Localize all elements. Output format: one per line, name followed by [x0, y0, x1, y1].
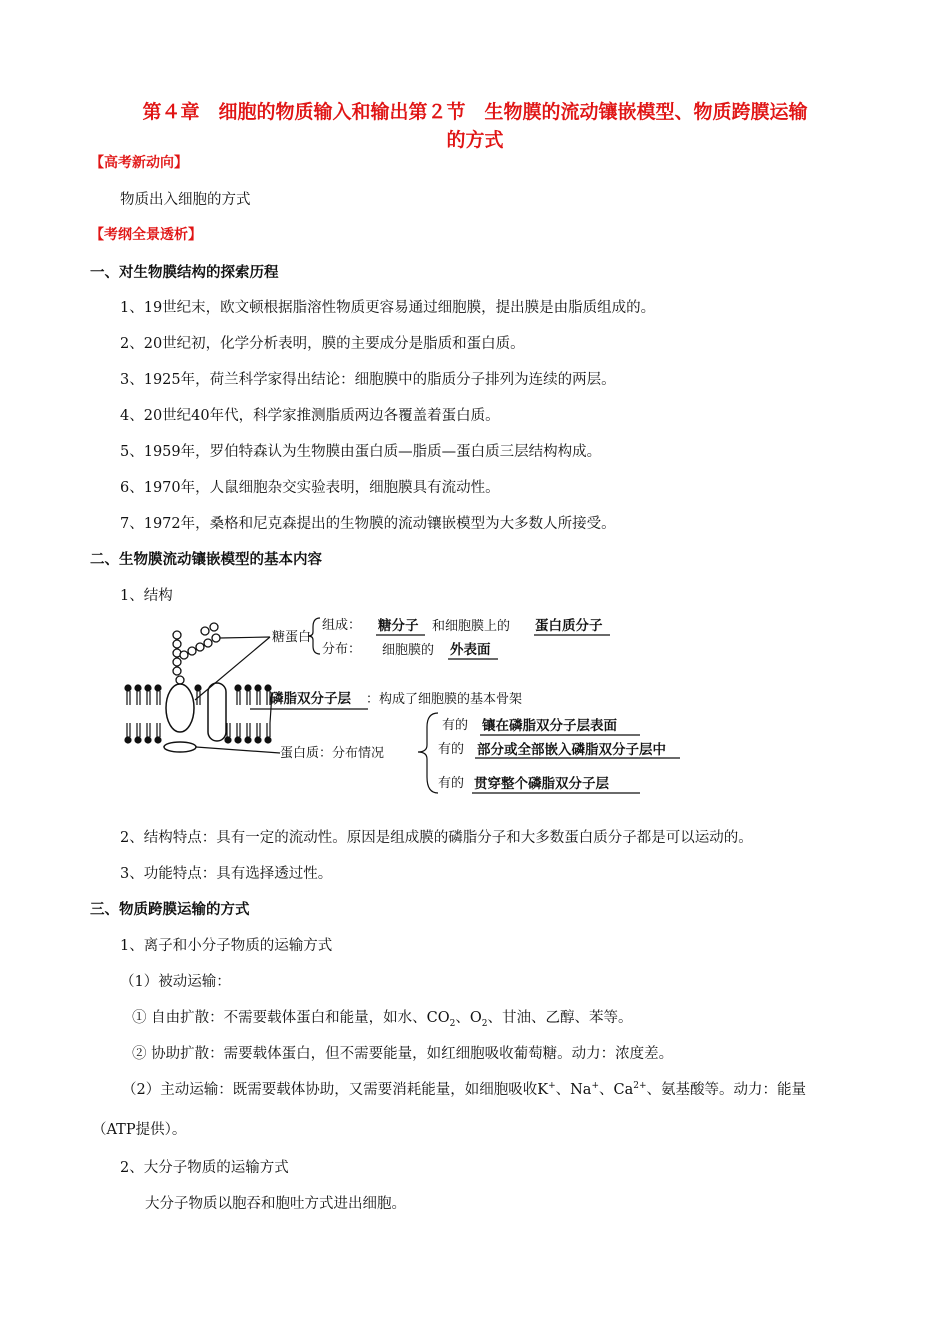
- macromolecule-heading: 2、大分子物质的运输方式: [120, 1160, 289, 1176]
- composition-mid: 和细胞膜上的: [432, 619, 511, 634]
- facilitated-diffusion: ② 协助扩散：需要载体蛋白，但不需要能量，如红细胞吸收葡萄糖。动力：浓度差。: [132, 1046, 674, 1062]
- glycoprotein-label: 糖蛋白: [272, 630, 312, 645]
- trend-text: 物质出入细胞的方式: [120, 192, 251, 208]
- passive-transport: （1）被动运输：: [120, 974, 231, 990]
- active-transport: （2）主动运输：既需要载体协助，又需要消耗能量，如细胞吸收K+、Na+、$Ca^{2+}$、氨基酸等。动力：能量: [122, 1081, 807, 1098]
- macromolecule-text: 大分子物质以胞吞和胞吐方式进出细胞。: [145, 1196, 406, 1212]
- active-transport-cont: （ATP提供）。: [92, 1122, 187, 1138]
- section-1-heading: 一、对生物膜结构的探索历程: [90, 264, 279, 281]
- bilayer-label: 磷脂双分子层: [270, 691, 351, 707]
- protein-label: 蛋白质：分布情况: [280, 746, 385, 761]
- history-item: 2、20世纪初，化学分析表明，膜的主要成分是脂质和蛋白质。: [120, 336, 525, 352]
- distribution-mid: 细胞膜的: [382, 643, 435, 658]
- distribution-outer: 外表面: [450, 642, 491, 658]
- history-item: 3、1925年，荷兰科学家得出结论：细胞膜中的脂质分子排列为连续的两层。: [120, 372, 616, 388]
- history-item: 7、1972年，桑格和尼克森提出的生物膜的流动镶嵌模型为大多数人所接受。: [120, 516, 616, 532]
- composition-protein: 蛋白质分子: [535, 618, 603, 634]
- sugar-chain-icon: [173, 623, 220, 684]
- title-line-2: 的方式: [446, 129, 504, 151]
- trend-tag: 【高考新动向】: [90, 155, 188, 171]
- phospholipid-bilayer-icon: [125, 685, 271, 743]
- protein-surface: 镶在磷脂双分子层表面: [482, 718, 617, 734]
- structure-feature: 2、结构特点：具有一定的流动性。原因是组成膜的磷脂分子和大多数蛋白质分子都是可以运动的。: [120, 830, 753, 846]
- page-title: [70, 98, 880, 154]
- history-item: 6、1970年，人鼠细胞杂交实验表明，细胞膜具有流动性。: [120, 480, 500, 496]
- section-2-heading: 二、生物膜流动镶嵌模型的基本内容: [90, 551, 322, 568]
- composition-sugar: 糖分子: [378, 618, 419, 634]
- section-3-heading: 三、物质跨膜运输的方式: [90, 901, 250, 918]
- protein-some-1: 有的: [442, 718, 469, 733]
- protein-some-2: 有的: [438, 742, 465, 757]
- protein-span: 贯穿整个磷脂双分子层: [474, 776, 609, 792]
- composition-label: 组成：: [322, 618, 362, 633]
- history-item: 4、20世纪40年代，科学家推测脂质两边各覆盖着蛋白质。: [120, 408, 500, 424]
- free-diffusion: ① 自由扩散：不需要载体蛋白和能量，如水、$CO_2$、$O_2$、甘油、乙醇、苯等。: [132, 1010, 633, 1029]
- bilayer-desc: ：构成了细胞膜的基本骨架: [366, 692, 523, 707]
- protein-embedded: 部分或全部嵌入磷脂双分子层中: [477, 742, 666, 758]
- history-item: 1、19世纪末，欧文顿根据脂溶性物质更容易通过细胞膜，提出膜是由脂质组成的。: [120, 300, 656, 316]
- outline-tag: 【考纲全景透析】: [90, 227, 202, 243]
- small-molecule-heading: 1、离子和小分子物质的运输方式: [120, 938, 333, 954]
- history-item: 5、1959年，罗伯特森认为生物膜由蛋白质—脂质—蛋白质三层结构构成。: [120, 444, 602, 460]
- protein-some-3: 有的: [438, 776, 465, 791]
- protein-icon: [164, 683, 226, 752]
- distribution-label: 分布：: [322, 642, 362, 657]
- function-feature: 3、功能特点：具有选择透过性。: [120, 866, 333, 882]
- membrane-diagram: [120, 605, 680, 805]
- title-line-1: 第４章 细胞的物质输入和输出第２节 生物膜的流动镶嵌模型、物质跨膜运输: [142, 101, 808, 123]
- structure-label: 1、结构: [120, 588, 173, 604]
